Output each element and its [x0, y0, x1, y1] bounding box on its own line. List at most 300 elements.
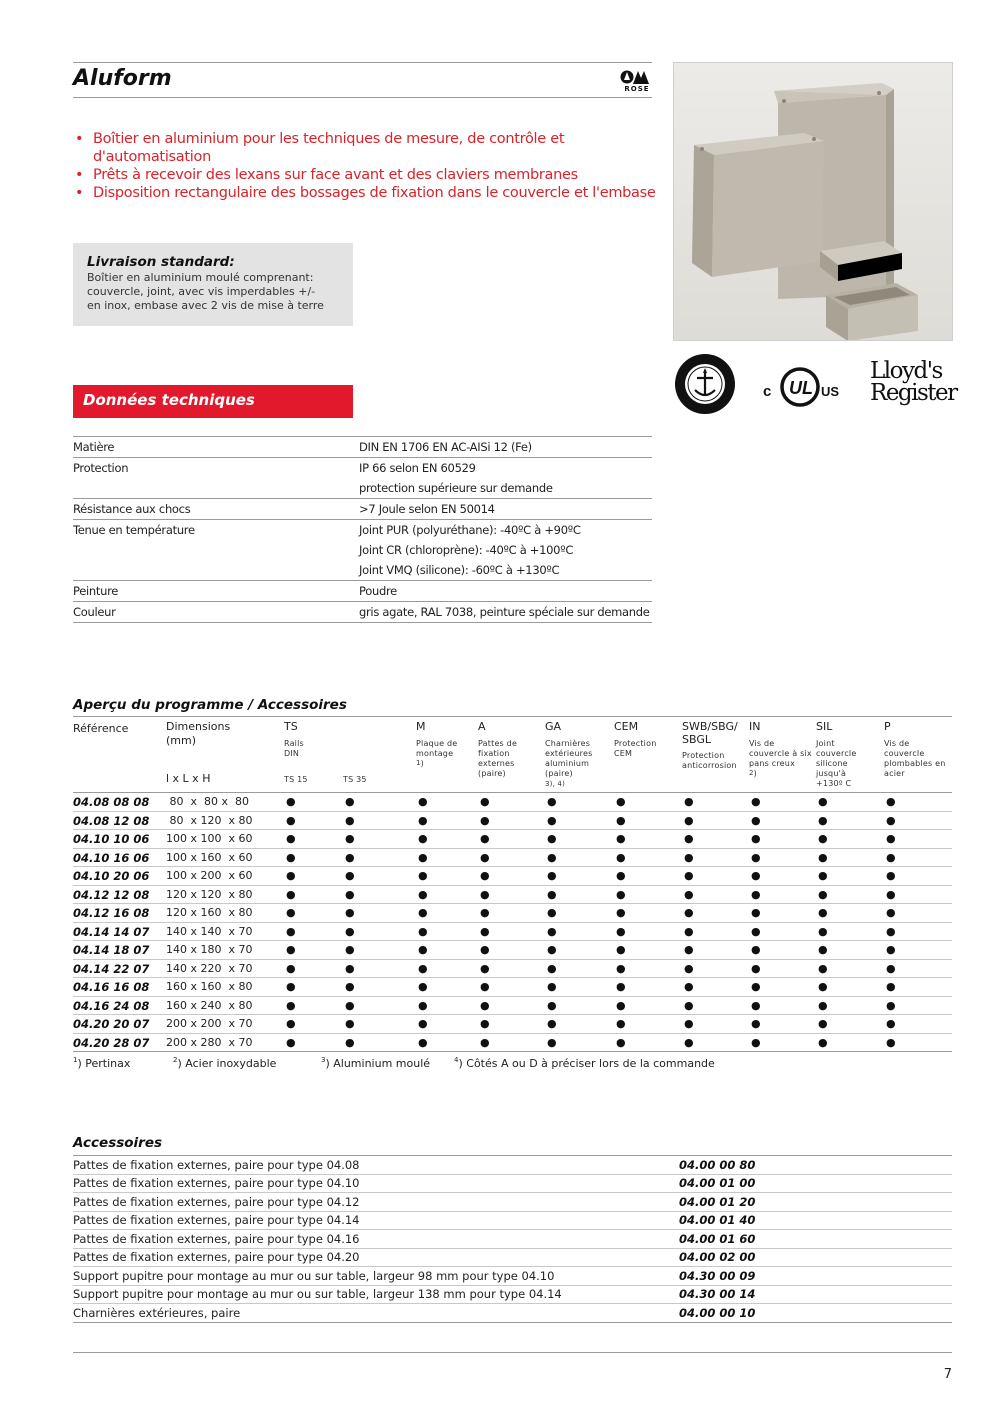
accessory-reference: 04.30 00 09	[679, 1268, 756, 1283]
availability-dot: ●	[818, 1035, 828, 1049]
availability-dot: ●	[418, 832, 428, 845]
availability-dot: ●	[684, 832, 694, 845]
availability-dot: ●	[547, 998, 557, 1012]
availability-dot: ●	[616, 924, 626, 938]
reference-cell: 04.14 22 07	[73, 961, 150, 976]
tech-spec-table	[73, 436, 652, 623]
shipping-register-seal-icon	[673, 352, 737, 416]
availability-dot: ●	[480, 998, 490, 1012]
availability-dot: ●	[345, 850, 355, 864]
spec-group	[73, 499, 652, 520]
availability-dot: ●	[684, 961, 694, 975]
footnote: $^1$) Pertinax	[73, 1056, 131, 1070]
accessory-row	[73, 1304, 952, 1323]
availability-dot: ●	[751, 1035, 761, 1049]
availability-dot: ●	[616, 887, 626, 901]
col-header-ts: TS	[284, 720, 298, 733]
col-header-dimensions: Dimensions	[166, 720, 231, 733]
availability-dot: ●	[286, 850, 296, 864]
col-header-ga: GA	[545, 720, 562, 733]
availability-dot: ●	[616, 850, 626, 864]
spec-label: Peinture	[73, 584, 119, 598]
col-header-swb-desc: Protection anticorrosion	[682, 751, 737, 770]
availability-dot: ●	[818, 850, 828, 864]
spec-row	[73, 499, 652, 519]
spec-label: Résistance aux chocs	[73, 502, 191, 516]
standard-delivery-line: en inox, embase avec 2 vis de mise à terre	[87, 299, 324, 312]
ul-us-text: US	[821, 384, 840, 399]
availability-dot: ●	[751, 1017, 761, 1030]
col-header-a-desc: Pattes de fixation externes (paire)	[478, 739, 518, 778]
col-header-in-desc: Vis de couvercle à six pans creux	[749, 739, 812, 768]
availability-dot: ●	[616, 998, 626, 1012]
col-header-dimensions-unit: (mm)	[166, 734, 197, 747]
dimensions-cell: 200 x 280 x 70	[166, 1035, 253, 1049]
availability-dot: ●	[418, 961, 428, 975]
col-header-ga-desc: Charnières extérieures aluminium (paire)	[545, 739, 593, 778]
col-header-swb: SWB/SBG/	[682, 720, 738, 733]
availability-dot: ●	[418, 924, 428, 938]
spec-value: gris agate, RAL 7038, peinture spéciale sur demande	[359, 605, 650, 619]
spec-group	[73, 520, 652, 581]
availability-dot: ●	[345, 980, 355, 993]
availability-dot: ●	[286, 795, 296, 808]
availability-dot: ●	[818, 813, 828, 827]
availability-dot: ●	[418, 850, 428, 864]
dimensions-cell: 100 x 160 x 60	[166, 850, 253, 864]
availability-dot: ●	[886, 961, 896, 975]
accessory-row	[73, 1230, 952, 1249]
spec-group	[73, 581, 652, 602]
availability-dot: ●	[418, 1035, 428, 1049]
table-row	[73, 904, 952, 923]
availability-dot: ●	[818, 906, 828, 919]
availability-dot: ●	[684, 850, 694, 864]
col-header-swb-2: SBGL	[682, 733, 711, 746]
table-row	[73, 830, 952, 849]
table-row	[73, 997, 952, 1016]
col-header-dimensions-axes: l x L x H	[166, 772, 211, 785]
availability-dot: ●	[547, 869, 557, 882]
dimensions-cell: 160 x 240 x 80	[166, 998, 253, 1012]
availability-dot: ●	[345, 1035, 355, 1049]
accessory-reference: 04.30 00 14	[679, 1287, 756, 1302]
table-row	[73, 1034, 952, 1053]
availability-dot: ●	[886, 1035, 896, 1049]
availability-dot: ●	[480, 1017, 490, 1030]
availability-dot: ●	[345, 906, 355, 919]
reference-cell: 04.10 20 06	[73, 869, 150, 883]
reference-cell: 04.16 16 08	[73, 980, 150, 994]
availability-dot: ●	[286, 869, 296, 882]
availability-dot: ●	[886, 887, 896, 901]
spec-value: Poudre	[359, 584, 397, 598]
accessory-label: Pattes de fixation externes, paire pour type 04.14	[73, 1213, 360, 1228]
col-header-cem-desc: Protection CEM	[614, 739, 657, 758]
availability-dot: ●	[480, 850, 490, 864]
availability-dot: ●	[684, 980, 694, 993]
availability-dot: ●	[345, 832, 355, 845]
availability-dot: ●	[751, 795, 761, 808]
col-header-m-desc: Plaque de montage	[416, 739, 458, 758]
spec-label: Protection	[73, 461, 129, 475]
col-header-a: A	[478, 720, 486, 733]
dimensions-cell: 140 x 220 x 70	[166, 961, 253, 975]
availability-dot: ●	[751, 998, 761, 1012]
reference-cell: 04.16 24 08	[73, 998, 150, 1013]
standard-delivery-line: couvercle, joint, avec vis imperdables +/-	[87, 285, 316, 298]
availability-dot: ●	[480, 980, 490, 993]
availability-dot: ●	[818, 961, 828, 975]
col-header-in: IN	[749, 720, 761, 733]
col-header-cem: CEM	[614, 720, 639, 733]
availability-dot: ●	[286, 961, 296, 975]
ul-listing-mark	[763, 365, 841, 413]
feature-item: • Disposition rectangulaire des bossages de fixation dans le couvercle et l'embase	[73, 184, 663, 202]
accessory-label: Pattes de fixation externes, paire pour type 04.20	[73, 1250, 360, 1265]
page-number: 7	[943, 1367, 952, 1382]
availability-dot: ●	[418, 906, 428, 919]
header-top-rule	[73, 62, 652, 63]
availability-dot: ●	[684, 1017, 694, 1030]
availability-dot: ●	[480, 832, 490, 845]
availability-dot: ●	[286, 832, 296, 845]
availability-dot: ●	[886, 906, 896, 919]
col-header-sil-desc: Joint couvercle silicone jusqu'à +130º C	[816, 739, 857, 788]
availability-dot: ●	[751, 832, 761, 845]
col-header-p: P	[884, 720, 891, 733]
col-header-p-desc: Vis de couvercle plombables en acier	[884, 739, 946, 778]
availability-dot: ●	[345, 1017, 355, 1030]
spec-group	[73, 458, 652, 499]
rose-logo-text: ROSE	[624, 85, 650, 93]
availability-dot: ●	[751, 961, 761, 975]
spec-row	[73, 458, 652, 478]
availability-dot: ●	[286, 813, 296, 827]
enclosure-image	[674, 63, 953, 341]
dimensions-cell: 100 x 100 x 60	[166, 832, 253, 845]
availability-dot: ●	[345, 998, 355, 1012]
dimensions-cell: 140 x 140 x 70	[166, 924, 253, 938]
availability-dot: ●	[684, 1035, 694, 1049]
product-photo	[673, 62, 953, 341]
accessory-reference: 04.00 02 00	[679, 1250, 756, 1265]
availability-dot: ●	[286, 998, 296, 1012]
spec-value: IP 66 selon EN 60529	[359, 461, 476, 475]
spec-value: Joint VMQ (silicone): -60ºC à +130ºC	[359, 563, 560, 577]
availability-dot: ●	[345, 813, 355, 827]
availability-dot: ●	[684, 998, 694, 1012]
lloyds-register-logo	[870, 358, 957, 410]
availability-dot: ●	[818, 924, 828, 938]
accessory-reference: 04.00 01 00	[679, 1176, 756, 1191]
accessory-row	[73, 1249, 952, 1268]
availability-dot: ●	[886, 924, 896, 938]
accessory-reference: 04.00 01 60	[679, 1231, 756, 1246]
accessory-label: Charnières extérieures, paire	[73, 1305, 241, 1320]
table-row	[73, 1015, 952, 1034]
table-row	[73, 867, 952, 886]
availability-dot: ●	[286, 924, 296, 938]
availability-dot: ●	[418, 980, 428, 993]
availability-dot: ●	[616, 906, 626, 919]
accessory-label: Pattes de fixation externes, paire pour type 04.12	[73, 1194, 360, 1209]
availability-dot: ●	[547, 1017, 557, 1030]
table-row	[73, 849, 952, 868]
availability-dot: ●	[547, 832, 557, 845]
dimensions-cell: 80 x 120 x 80	[166, 813, 253, 827]
availability-dot: ●	[751, 924, 761, 938]
spec-value: DIN EN 1706 EN AC-AISi 12 (Fe)	[359, 440, 532, 454]
reference-cell: 04.12 12 08	[73, 887, 150, 902]
spec-row	[73, 581, 652, 601]
col-header-reference: Référence	[73, 722, 129, 735]
availability-dot: ●	[286, 1035, 296, 1049]
programme-title: Aperçu du programme / Accessoires	[73, 697, 347, 713]
spec-value: >7 Joule selon EN 50014	[359, 502, 495, 516]
availability-dot: ●	[818, 832, 828, 845]
availability-dot: ●	[286, 943, 296, 956]
accessories-title: Accessoires	[73, 1135, 163, 1151]
reference-cell: 04.20 20 07	[73, 1017, 150, 1031]
availability-dot: ●	[286, 980, 296, 993]
programme-table-body	[73, 792, 952, 1052]
spec-row	[73, 540, 652, 560]
col-header-sil: SIL	[816, 720, 833, 733]
availability-dot: ●	[480, 906, 490, 919]
availability-dot: ●	[751, 869, 761, 882]
reference-cell: 04.12 16 08	[73, 906, 150, 920]
accessory-label: Pattes de fixation externes, paire pour type 04.16	[73, 1231, 360, 1246]
availability-dot: ●	[684, 906, 694, 919]
availability-dot: ●	[418, 795, 428, 808]
availability-dot: ●	[547, 980, 557, 993]
reference-cell: 04.10 10 06	[73, 832, 150, 846]
spec-row	[73, 602, 652, 622]
col-header-ts35: TS 35	[343, 775, 367, 784]
availability-dot: ●	[480, 1035, 490, 1049]
availability-dot: ●	[547, 1035, 557, 1049]
availability-dot: ●	[418, 813, 428, 827]
spec-group	[73, 437, 652, 458]
accessory-row	[73, 1175, 952, 1194]
table-row	[73, 886, 952, 905]
availability-dot: ●	[751, 850, 761, 864]
availability-dot: ●	[684, 869, 694, 882]
spec-row	[73, 437, 652, 457]
availability-dot: ●	[616, 943, 626, 956]
availability-dot: ●	[684, 813, 694, 827]
availability-dot: ●	[751, 906, 761, 919]
accessory-row	[73, 1193, 952, 1212]
availability-dot: ●	[751, 813, 761, 827]
spec-label: Couleur	[73, 605, 116, 619]
availability-dot: ●	[751, 943, 761, 956]
spec-label: Tenue en température	[73, 523, 195, 537]
availability-dot: ●	[886, 850, 896, 864]
reference-cell: 04.20 28 07	[73, 1035, 150, 1050]
availability-dot: ●	[345, 924, 355, 938]
availability-dot: ●	[886, 943, 896, 956]
ul-c-text: c	[763, 383, 772, 400]
rose-logo-icon	[620, 68, 654, 86]
availability-dot: ●	[418, 887, 428, 901]
availability-dot: ●	[616, 813, 626, 827]
standard-delivery-box	[73, 243, 353, 326]
availability-dot: ●	[886, 998, 896, 1012]
footer-rule	[73, 1352, 952, 1353]
availability-dot: ●	[818, 1017, 828, 1030]
reference-cell: 04.08 08 08	[73, 795, 150, 809]
spec-value: Joint CR (chloroprène): -40ºC à +100ºC	[359, 543, 574, 557]
accessory-reference: 04.00 00 80	[679, 1157, 756, 1172]
reference-cell: 04.10 16 06	[73, 850, 150, 865]
availability-dot: ●	[886, 1017, 896, 1030]
availability-dot: ●	[616, 869, 626, 882]
feature-list	[73, 130, 663, 202]
availability-dot: ●	[418, 1017, 428, 1030]
table-row	[73, 812, 952, 831]
tech-data-title: Données techniques	[83, 391, 255, 409]
availability-dot: ●	[616, 1017, 626, 1030]
standard-delivery-line: Boîtier en aluminium moulé comprenant:	[87, 271, 314, 284]
availability-dot: ●	[286, 887, 296, 901]
availability-dot: ●	[547, 887, 557, 901]
accessory-label: Pattes de fixation externes, paire pour type 04.10	[73, 1176, 360, 1191]
availability-dot: ●	[886, 832, 896, 845]
availability-dot: ●	[480, 795, 490, 808]
ul-listed-icon	[763, 365, 841, 409]
availability-dot: ●	[547, 813, 557, 827]
availability-dot: ●	[818, 943, 828, 956]
table-row	[73, 978, 952, 997]
availability-dot: ●	[547, 924, 557, 938]
rose-logo	[620, 68, 654, 94]
accessory-row	[73, 1267, 952, 1286]
reference-cell: 04.14 14 07	[73, 924, 150, 939]
spec-value: protection supérieure sur demande	[359, 481, 553, 495]
availability-dot: ●	[480, 813, 490, 827]
availability-dot: ●	[616, 980, 626, 993]
availability-dot: ●	[480, 924, 490, 938]
tech-data-heading	[73, 385, 353, 418]
accessory-row	[73, 1156, 952, 1175]
feature-item: • Prêts à recevoir des lexans sur face avant et des claviers membranes	[73, 166, 663, 184]
availability-dot: ●	[886, 813, 896, 827]
accessory-reference: 04.00 01 40	[679, 1213, 756, 1228]
availability-dot: ●	[418, 943, 428, 956]
availability-dot: ●	[480, 943, 490, 956]
accessory-row	[73, 1286, 952, 1305]
col-header-ts15: TS 15	[284, 775, 308, 784]
availability-dot: ●	[480, 961, 490, 975]
ul-mark-text: UL	[789, 378, 813, 398]
availability-dot: ●	[547, 850, 557, 864]
col-header-ts-desc: Rails DIN	[284, 739, 304, 758]
availability-dot: ●	[616, 961, 626, 975]
table-row	[73, 960, 952, 979]
standard-delivery-title: Livraison standard:	[87, 254, 235, 270]
dimensions-cell: 160 x 160 x 80	[166, 980, 253, 993]
availability-dot: ●	[818, 795, 828, 808]
availability-dot: ●	[418, 998, 428, 1012]
availability-dot: ●	[616, 1035, 626, 1049]
col-header-ga-note: 3), 4)	[545, 780, 566, 788]
reference-cell: 04.14 18 07	[73, 943, 150, 957]
availability-dot: ●	[480, 869, 490, 882]
accessory-label: Support pupitre pour montage au mur ou sur table, largeur 138 mm pour type 04.14	[73, 1287, 562, 1302]
availability-dot: ●	[547, 906, 557, 919]
availability-dot: ●	[751, 887, 761, 901]
availability-dot: ●	[286, 1017, 296, 1030]
accessories-table	[73, 1155, 952, 1323]
availability-dot: ●	[886, 795, 896, 808]
availability-dot: ●	[684, 887, 694, 901]
availability-dot: ●	[345, 887, 355, 901]
availability-dot: ●	[684, 924, 694, 938]
spec-row	[73, 478, 652, 498]
spec-label: Matière	[73, 440, 115, 454]
header-bottom-rule	[73, 97, 652, 98]
table-row	[73, 793, 952, 812]
register-text: Register	[870, 380, 957, 406]
dimensions-cell: 200 x 200 x 70	[166, 1017, 253, 1030]
spec-row	[73, 560, 652, 580]
accessory-label: Support pupitre pour montage au mur ou sur table, largeur 98 mm pour type 04.10	[73, 1268, 555, 1283]
availability-dot: ●	[345, 943, 355, 956]
dimensions-cell: 120 x 160 x 80	[166, 906, 253, 919]
availability-dot: ●	[286, 906, 296, 919]
availability-dot: ●	[547, 943, 557, 956]
footnote: $^3$) Aluminium moulé	[321, 1056, 431, 1070]
availability-dot: ●	[818, 887, 828, 901]
col-header-in-note: $^2$)	[749, 769, 757, 778]
availability-dot: ●	[345, 961, 355, 975]
availability-dot: ●	[818, 980, 828, 993]
spec-value: Joint PUR (polyuréthane): -40ºC à +90ºC	[359, 523, 581, 537]
footnote: $^2$) Acier inoxydable	[173, 1056, 277, 1070]
programme-table	[73, 716, 952, 1052]
availability-dot: ●	[684, 795, 694, 808]
availability-dot: ●	[547, 961, 557, 975]
availability-dot: ●	[480, 887, 490, 901]
lloyds-text: Lloyd's	[870, 358, 942, 384]
availability-dot: ●	[418, 869, 428, 882]
availability-dot: ●	[616, 795, 626, 808]
availability-dot: ●	[547, 795, 557, 808]
dimensions-cell: 80 x 80 x 80	[166, 795, 249, 808]
accessory-reference: 04.00 00 10	[679, 1305, 756, 1320]
availability-dot: ●	[345, 795, 355, 808]
page-title: Aluform	[73, 66, 172, 91]
programme-table-header	[73, 716, 952, 792]
availability-dot: ●	[345, 869, 355, 882]
certification-seal	[673, 352, 737, 420]
spec-row	[73, 520, 652, 540]
feature-item: • Boîtier en aluminium pour les techniques de mesure, de contrôle et d'automatisation	[73, 130, 663, 166]
col-header-m-note: $^1$)	[416, 759, 424, 768]
table-row	[73, 923, 952, 942]
footnote: $^4$) Côtés A ou D à préciser lors de la commande	[454, 1056, 715, 1070]
availability-dot: ●	[818, 869, 828, 882]
reference-cell: 04.08 12 08	[73, 813, 150, 828]
dimensions-cell: 120 x 120 x 80	[166, 887, 253, 901]
availability-dot: ●	[751, 980, 761, 993]
availability-dot: ●	[818, 998, 828, 1012]
dimensions-cell: 100 x 200 x 60	[166, 869, 253, 882]
dimensions-cell: 140 x 180 x 70	[166, 943, 253, 956]
col-header-m: M	[416, 720, 426, 733]
